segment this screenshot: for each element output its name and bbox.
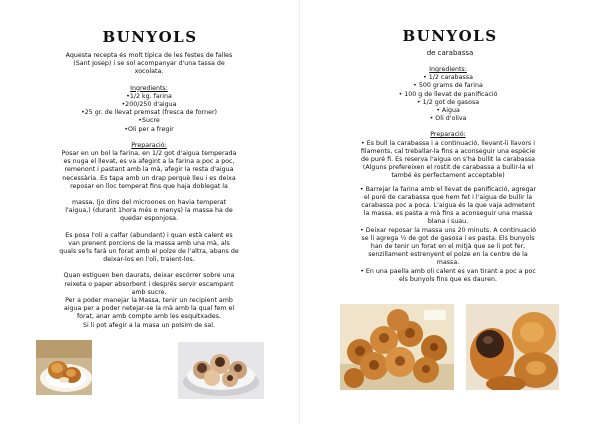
preparation-step: • Es bull la carabassa i a continuació, llevant-li llavors i filaments, cal treballar-la fins a aconseguir una espècie de puré fi. Es reserva l'aigua on s'ha bullit la carabassa (Alguns prefereixen el rostit de carabassa a bullir-la el també és perfectament acceptable) bbox=[360, 139, 536, 180]
ingredient-item: • Aigua bbox=[436, 107, 460, 115]
preparation-paragraph: Es posa l'oli a calfar (abundant) i quan està calent es van prenent porcions de la massa amb una mà, als quals se'ls farà un forat amb el polze de l'altra, abans de deixar-los en l'oli, traient-los. bbox=[59, 231, 239, 264]
preparation-paragraph: Quan estiguen ben daurats, deixar escórrer sobre una reixeta o paper absorbent i després servir escampant amb sucre. Per a poder manejar la Massa, tenir un recipient amb aigua per a poder netejar-se la mà amb la qual fem el forat, anar amb compte amb les esquitxades. Si li pot afegir a la masa un polsim de sal. bbox=[63, 272, 235, 329]
bowl-of-chocolate-bunyols-photo bbox=[178, 342, 264, 399]
preparation-paragraph: Posar en un bol la farina, en 1/2 got d'aigua temperada es nuga el llevat, es va afegint a la farina a poc a poc, remenont i pastant amb la mà, afegir la resta d'aigua necessària. Es tapa amb un drap perquè lleu i es deixa reposar en lloc temperat fins que haja doblegat la bbox=[61, 150, 237, 190]
preparation-step: • En una paella amb oli calent es van tirant a poc a poc els bunyols fins que es dauren. bbox=[360, 267, 536, 283]
preparation-heading: Preparació: bbox=[430, 131, 466, 139]
ingredients-list bbox=[340, 74, 556, 123]
preparation-heading: Preparació: bbox=[131, 141, 167, 149]
ingredient-item: • 100 g de llevat de panificació bbox=[398, 90, 498, 98]
recipe-text-right bbox=[340, 66, 556, 284]
preparation-paragraph: massa, (jo dins del microones on havia temperat l'aigua,) (durant 1hora més o menys) la massa ha de quedar esponjosa. bbox=[65, 199, 233, 223]
ingredient-item: •200/250 d'aigua bbox=[121, 101, 177, 109]
bunyols-with-chocolate-photo bbox=[466, 304, 559, 390]
preparation-step: • Barrejar la farina amb el llevat de panificació, agregar el puré de carabassa que hem fet i l'aigua de bullir la carabassa poc a poca. L'aigua és la que vaja admetent la massa. es pasta a mà fins a aconseguir una massa blana i suau. bbox=[359, 185, 537, 226]
page-title: BUNYOLS bbox=[102, 28, 198, 46]
ingredient-item: • 1/2 got de gasosa bbox=[416, 98, 480, 106]
ingredients-heading: Ingredients: bbox=[429, 66, 467, 73]
intro-text: Aquesta recepta és molt típica de les festes de falles (Sant Josep) i se sol acompanyar d'una tassa de xocolata. bbox=[65, 52, 233, 76]
page-title: BUNYOLS bbox=[402, 27, 498, 45]
pile-of-pumpkin-bunyols-photo bbox=[340, 304, 454, 390]
ingredient-item: • Oli d'oliva bbox=[429, 115, 467, 123]
preparation-step: • Deixar reposar la massa uns 20 minuts. A continuació se li agrega ½ de got de gasosa i es pasta. Els bunyols han de tenir un forat en el mitjà que se li pot fer, senzillament estrenyent el polze en la centre de la massa. bbox=[360, 226, 536, 267]
ingredient-item: •1/2 kg. farina bbox=[126, 92, 172, 100]
plate-of-fried-bunyols-photo bbox=[36, 340, 92, 395]
ingredient-item: • 500 grams de farina bbox=[413, 82, 483, 90]
ingredient-item: •Oli per a fregir bbox=[124, 125, 174, 133]
ingredient-item: •Sucre bbox=[138, 117, 160, 125]
ingredient-item: •25 gr. de llevat premsat (fresca de forner) bbox=[80, 109, 218, 117]
page-subtitle: de carabassa bbox=[426, 49, 474, 57]
ingredients-list bbox=[56, 93, 242, 134]
ingredient-item: • 1/2 carabassa bbox=[423, 74, 473, 82]
recipe-text-left bbox=[56, 52, 242, 330]
ingredients-heading: Ingredients: bbox=[130, 84, 168, 92]
